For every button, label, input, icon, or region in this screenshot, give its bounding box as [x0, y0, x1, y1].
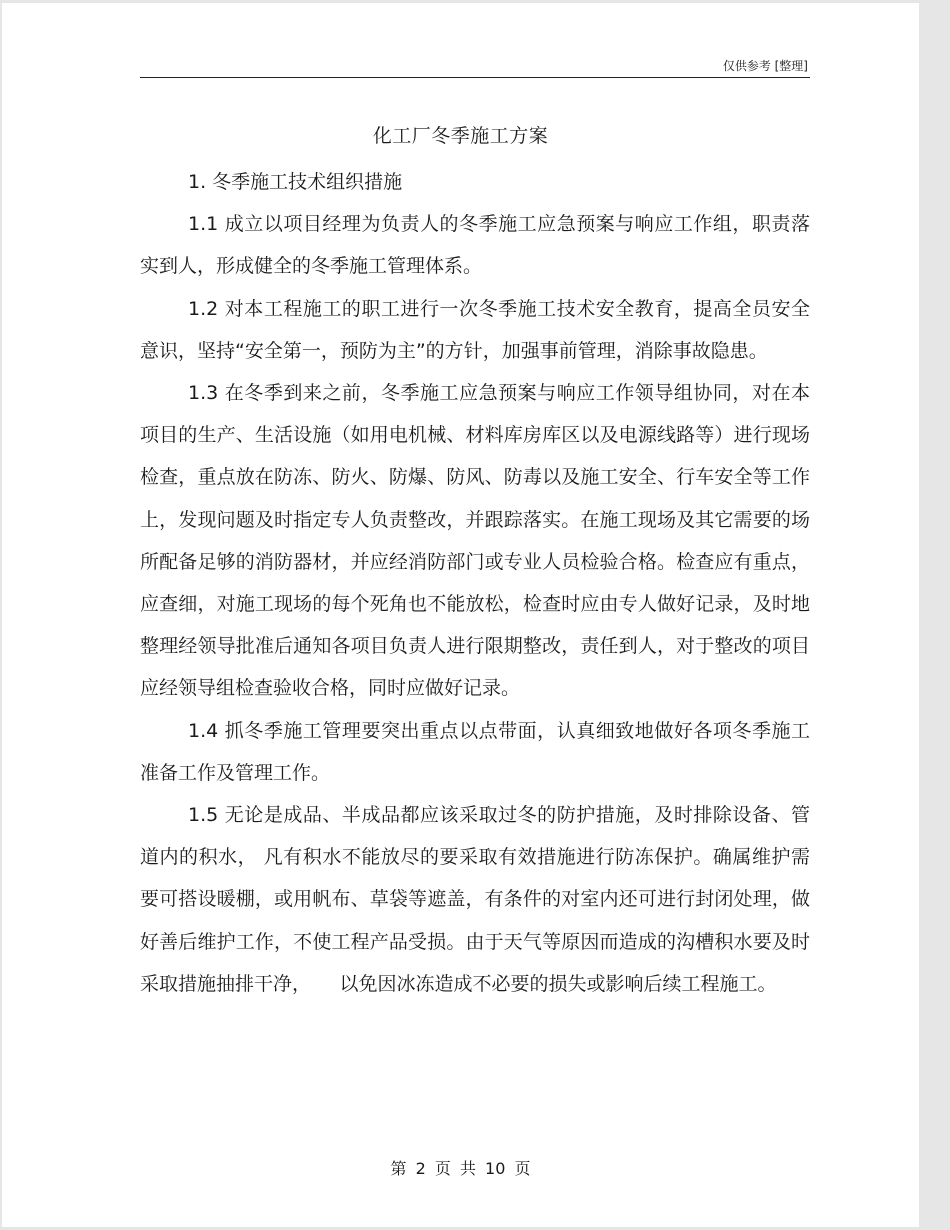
document-body: [140, 161, 810, 1005]
paragraph: 1.5 无论是成品、半成品都应该采取过冬的防护措施，及时排除设备、管道内的积水， 凡有积水不能放尽的要采取有效措施进行防冻保护。确属维护需要可搭设暖棚，或用帆布、草袋等遮盖，有条件的对室内还可进行封闭处理，做好善后维护工作，不使工程产品受损。由于天气等原因而造成的沟槽积水要及时采取措施抽排干净， 以免因冰冻造成不必要的损失或影响后续工程施工。: [140, 804, 810, 995]
paragraph: 1.1 成立以项目经理为负责人的冬季施工应急预案与响应工作组，职责落实到人，形成健全的冬季施工管理体系。: [140, 213, 810, 278]
header-divider: [140, 77, 810, 78]
section-heading: 1. 冬季施工技术组织措施: [188, 171, 403, 193]
paragraph: 1.2 对本工程施工的职工进行一次冬季施工技术安全教育，提高全员安全意识，坚持“安全第一，预防为主”的方针，加强事前管理，消除事故隐患。: [140, 297, 810, 362]
page-number: 第 2 页 共 10 页: [390, 1159, 531, 1178]
paragraph: 1.4 抓冬季施工管理要突出重点以点带面，认真细致地做好各项冬季施工准备工作及管理工作。: [140, 719, 810, 784]
header-note: 仅供参考 [整理]: [722, 59, 808, 73]
document-title: 化工厂冬季施工方案: [372, 125, 549, 147]
paragraph: 1.3 在冬季到来之前，冬季施工应急预案与响应工作领导组协同，对在本项目的生产、生活设施（如用电机械、材料库房库区以及电源线路等）进行现场检查，重点放在防冻、防火、防爆、防风、防毒以及施工安全、行车安全等工作上，发现问题及时指定专人负责整改，并跟踪落实。在施工现场及其它需要的场所配备足够的消防器材，并应经消防部门或专业人员检验合格。检查应有重点，应查细，对施工现场的每个死角也不能放松，检查时应由专人做好记录，及时地整理经领导批准后通知各项目负责人进行限期整改，责任到人，对于整改的项目应经领导组检查验收合格，同时应做好记录。: [140, 382, 810, 700]
document-page: [2, 3, 919, 1227]
